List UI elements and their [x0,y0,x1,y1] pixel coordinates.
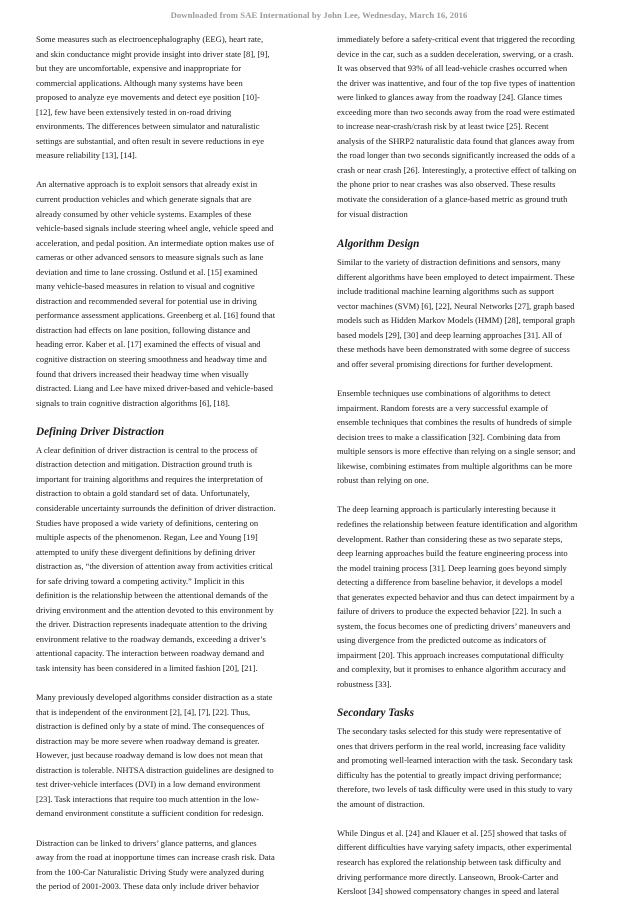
section-heading-secondary-tasks: Secondary Tasks [337,707,414,720]
download-header: Downloaded from SAE International by John Lee, Wednesday, March 16, 2016 [170,10,468,20]
paragraph: The secondary tasks selected for this study were representative of ones that drivers perform in the real world, increasing face validity and promoting well-learned interaction with the task. Secondary task difficulty has the potential to greatly impact driving performance; therefore, two levels of task difficulty were used in this study to vary the amount of distraction. [337,726,573,809]
section-heading-defining-driver-distraction: Defining Driver Distraction [36,425,165,438]
paragraph: An alternative approach is to exploit sensors that already exist in current production vehicles and which generate signals that are already consumed by other vehicle systems. Examples of these vehicle-based signals include steering wheel angle, vehicle speed and acceleration, and pedal position. An intermediate option makes use of cameras or other advanced sensors to measure signals such as lane deviation and time to lane crossing. Ostlund et al. [15] examined many vehicle-based measures in relation to visual and cognitive distraction and recommended several for potential use in driving performance assessment applications. Greenberg et al. [16] found that distraction had effects on lane position, following distance and heading error. Kaber et al. [17] examined the effects of visual and cognitive distraction on steering smoothness and headway time and found that drivers increased their headway time when visually distracted. Liang and Lee have mixed driver-based and vehicle-based signals to train cognitive distraction algorithms [6], [18]. [36,179,276,408]
paragraph: The deep learning approach is particularly interesting because it redefines the relationship between feature identification and algorithm development. Rather than considering these as two separate steps, deep learning approaches build the feature engineering process into the model training process [31]. Deep learning goes beyond simply detecting a difference from baseline behavior, it develops a model that generates expected behavior and thus can detect impairment by a failure of drivers to produce the expected behavior [22]. In such a system, the focus becomes one of predicting drivers’ maneuvers and using divergence from the predicted outcome as indicators of impairment [20]. This approach increases computational difficulty and complexity, but it promises to enhance algorithm accuracy and robustness [33]. [337,504,578,689]
section-heading-algorithm-design: Algorithm Design [337,238,420,251]
left-column [36,32,308,908]
paragraph: Many previously developed algorithms consider distraction as a state that is independent of the environment [2], [4], [7], [22]. Thus, distraction is defined only by a state of mind. The consequences of distraction may be more severe when roadway demand is greater. However, just because roadway demand is low does not mean that distraction is tolerable. NHTSA distraction guidelines are designed to test driver-vehicle interfaces (DVI) in a low demand environment [23]. Task interactions that require too much attention in the low- demand environment constitute a sufficient condition for redesign. [36,692,274,819]
right-column [337,32,611,913]
paragraph: Similar to the variety of distraction definitions and sensors, many different algorithms have been employed to detect impairment. These include traditional machine learning algorithms such as support vector machines (SVM) [6], [22], Neural Networks [27], graph based models such as Hidden Markov Models (HMM) [28], temporal graph based models [29], [30] and deep learning approaches [31]. All of these methods have been demonstrated with some degree of success and offer several promising directions for further development. [337,257,575,369]
paragraph: Distraction can be linked to drivers’ glance patterns, and glances away from the road at inopportune times can increase crash risk. Data from the 100-Car Naturalistic Driving Study were analyzed during the period of 2001-2003. These data only include driver behavior [36,837,275,892]
paragraph: Some measures such as electroencephalography (EEG), heart rate, and skin conductance might provide insight into driver state [8], [9], but they are uncomfortable, expensive and inappropriate for commercial applications. Although many systems have been proposed to analyze eye movements and detect eye position [10]- [12], few have been extensively tested in on-road driving environments. The differences between simulator and naturalistic settings are substantial, and often result in severe reductions in eye measure reliability [13], [14]. [36,34,270,161]
paragraph: A clear definition of driver distraction is central to the process of distraction detection and mitigation. Distraction ground truth is important for training algorithms and requires the interpretation of distraction to obtain a gold standard set of data. Unfortunately, considerable uncertainty surrounds the definition of driver distraction. Studies have proposed a wide variety of definitions, centering on multiple aspects of the phenomenon. Regan, Lee and Young [19] attempted to unify these divergent definitions by defining driver distraction as, “the diversion of attention away from activities critical for safe driving toward a competing activity.” Implicit in this definition is the relationship between the attentional demands of the driving environment and the attention devoted to this environment by the driver. Distraction represents inadequate attention to the driving environment relative to the roadway demands, exceeding a driver’s attentional capacity. The interaction between roadway demand and task intensity has been considered in a limited fashion [20], [21]. [36,444,276,673]
paragraph: Ensemble techniques use combinations of algorithms to detect impairment. Random forests are a very successful example of ensemble techniques that combines the results of hundreds of simple decision trees to make a classification [32]. Combining data from multiple sensors is more effective than relying on a single sensor; and likewise, combining estimates from multiple algorithms can be more robust than relying on one. [337,388,576,486]
paragraph: While Dingus et al. [24] and Klauer et al. [25] showed that tasks of different difficulties have varying safety impacts, other experimental research has explored the relationship between task difficulty and driving performance more directly. Lanseown, Brook-Carter and Kersloot [34] showed compensatory changes in speed and lateral [337,827,572,897]
paragraph: immediately before a safety-critical event that triggered the recording device in the car, such as a sudden deceleration, swerving, or a crash. It was observed that 93% of all lead-vehicle crashes occurred when the driver was inattentive, and four of the top five types of inattention were linked to glances away from the roadway [24]. Glance times exceeding more than two seconds away from the road were estimated to increase near-crash/crash risk by at least twice [25]. Recent analysis of the SHRP2 naturalistic data found that glances away from the road longer than two seconds significantly increased the odds of a crash or near crash [26]. Interestingly, a protective effect of talking on the phone prior to near crashes was also observed. These results motivate the consideration of a glance-based metric as ground truth for visual distraction [337,34,577,219]
